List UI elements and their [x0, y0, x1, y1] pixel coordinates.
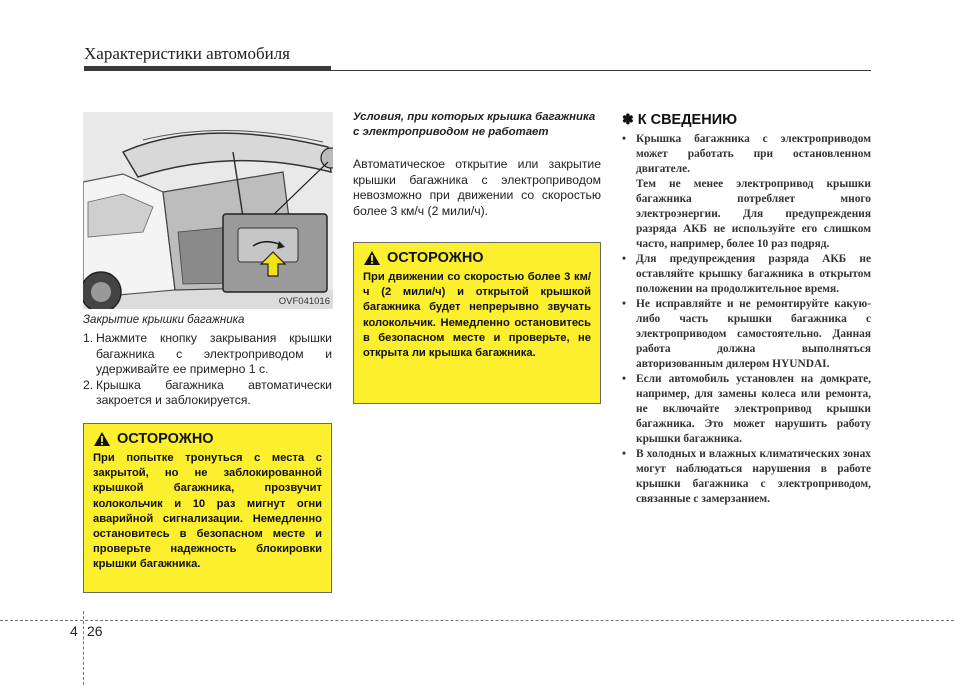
warning-title-text: ОСТОРОЖНО [117, 431, 214, 447]
page-number: 26 [87, 623, 103, 639]
tailgate-illustration [83, 112, 333, 309]
bullet: • [622, 253, 626, 265]
info-paragraph: Крышка багажника с электроприводом может работать при остановленном двигателе. [636, 133, 871, 175]
warning-box-locking [83, 423, 332, 593]
figure-code: OVF041016 [278, 296, 330, 307]
info-title-text: К СВЕДЕНИЮ [637, 111, 738, 128]
warning-title [363, 250, 591, 266]
step-2 [83, 378, 332, 409]
warning-triangle-icon [93, 431, 111, 447]
step-number: 1. [83, 331, 94, 345]
warning-title [93, 431, 322, 447]
info-notice [622, 111, 871, 507]
step-1 [83, 331, 332, 378]
asterisk-icon: ✽ [622, 111, 634, 127]
info-item-text [636, 132, 871, 252]
conditions-heading: Условия, при которых крышка багажника с электроприводом не работает [353, 111, 596, 138]
warning-text: При попытке тронуться с места с закрытой, но не заблокированной крышкой багажника, прозвучит колокольчик и 10 раз мигнут огни аварийной сигнализации. Немедленно остановитесь в безопасном месте и проверьте надежность блокировки крышки багажника. [93, 452, 322, 571]
conditions-text: Автоматическое открытие или закрытие крышки багажника с электроприводом невозможно при движении со скоростью более 3 км/ч (2 мили/ч). [353, 157, 601, 218]
step-number: 2. [83, 377, 94, 392]
chapter-number: 4 [70, 623, 78, 639]
info-paragraph: Тем не менее электропривод крышки багажника потребляет много электроэнергии. Для предупреждения разряда АКБ не используйте его слишком часто, например, более 10 раз подряд. [636, 178, 871, 250]
info-list [622, 132, 871, 507]
bullet: • [622, 373, 626, 385]
footer-vertical-divider [83, 611, 84, 685]
info-item [622, 252, 871, 297]
warning-triangle-icon [363, 250, 381, 266]
warning-text: При движении со скоростью более 3 км/ч (2 мили/ч) и открытой крышкой багажника будет непрерывно звучать колокольчик. Немедленно остановитесь в безопасном месте и проверьте, не открыта ли крышка багажника. [363, 271, 591, 360]
info-paragraph: В холодных и влажных климатических зонах могут наблюдаться нарушения в работе крышки багажника с электроприводом, связанные с замерзанием. [636, 448, 871, 505]
step-text: Нажмите кнопку закрывания крышки багажника с электроприводом и удерживайте ее примерно 1 с. [96, 331, 332, 377]
figure-caption: Закрытие крышки багажника [83, 314, 245, 326]
step-text: Крышка багажника автоматически закроется и заблокируется. [96, 377, 332, 408]
bullet: • [622, 133, 626, 145]
bullet: • [622, 298, 626, 310]
header-rule [331, 70, 871, 71]
footer-divider [0, 620, 954, 621]
info-item [622, 447, 871, 507]
info-paragraph: Для предупреждения разряда АКБ не оставляйте крышку багажника в открытом положении на продолжительное время. [636, 253, 871, 295]
warning-box-speed [353, 242, 601, 404]
info-paragraph: Если автомобиль установлен на домкрате, например, для замены колеса или ремонта, не включайте электропривод крышки багажника. Это может нарушить работу крышки багажника. [636, 373, 871, 445]
info-paragraph: Не исправляйте и не ремонтируйте какую-либо часть крышки багажника с электроприводом самостоятельно. Данная работа должна выполняться авторизованным дилером HYUNDAI. [636, 298, 871, 370]
page-header-title: Характеристики автомобиля [84, 44, 290, 63]
header-bar [84, 66, 331, 71]
bullet: • [622, 448, 626, 460]
car-rear-drawing [83, 112, 333, 309]
info-item [622, 372, 871, 447]
info-title [622, 111, 871, 128]
info-item [622, 132, 871, 252]
warning-title-text: ОСТОРОЖНО [387, 250, 484, 266]
procedure-steps [83, 331, 332, 409]
info-item [622, 297, 871, 372]
